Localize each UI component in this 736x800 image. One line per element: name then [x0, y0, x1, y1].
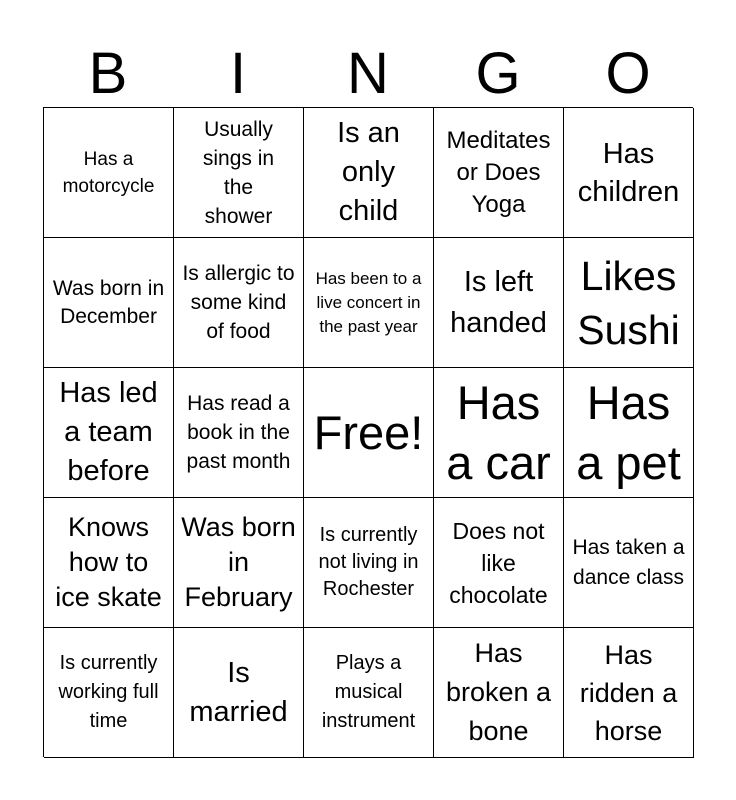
bingo-cell[interactable]: Has been to a live concert in the past year — [304, 238, 434, 368]
bingo-cell[interactable]: Has a pet — [564, 368, 694, 498]
bingo-cell[interactable]: Is currently working full time — [44, 628, 174, 758]
bingo-cell[interactable]: Has taken a dance class — [564, 498, 694, 628]
bingo-grid — [43, 107, 693, 757]
bingo-cell[interactable]: Knows how to ice skate — [44, 498, 174, 628]
bingo-title — [43, 42, 693, 106]
bingo-cell[interactable]: Usually sings in the shower — [174, 108, 304, 238]
title-letter-n: N — [347, 41, 389, 106]
bingo-cell[interactable]: Is married — [174, 628, 304, 758]
title-letter-i: I — [229, 41, 247, 106]
bingo-cell[interactable]: Has ridden a horse — [564, 628, 694, 758]
bingo-cell[interactable]: Has a car — [434, 368, 564, 498]
bingo-cell[interactable]: Plays a musical instrument — [304, 628, 434, 758]
title-letter-o: O — [605, 41, 651, 106]
bingo-cell[interactable]: Meditates or Does Yoga — [434, 108, 564, 238]
bingo-cell[interactable]: Does not like chocolate — [434, 498, 564, 628]
bingo-cell[interactable]: Is an only child — [304, 108, 434, 238]
title-letter-g: G — [475, 41, 521, 106]
bingo-cell[interactable]: Free! — [304, 368, 434, 498]
bingo-cell[interactable]: Has broken a bone — [434, 628, 564, 758]
bingo-cell[interactable]: Is currently not living in Rochester — [304, 498, 434, 628]
bingo-cell[interactable]: Has a motorcycle — [44, 108, 174, 238]
bingo-cell[interactable]: Was born in December — [44, 238, 174, 368]
title-letter-b: B — [88, 41, 128, 106]
bingo-cell[interactable]: Is allergic to some kind of food — [174, 238, 304, 368]
bingo-cell[interactable]: Was born in February — [174, 498, 304, 628]
bingo-cell[interactable]: Is left handed — [434, 238, 564, 368]
bingo-cell[interactable]: Has children — [564, 108, 694, 238]
bingo-cell[interactable]: Likes Sushi — [564, 238, 694, 368]
bingo-cell[interactable]: Has read a book in the past month — [174, 368, 304, 498]
bingo-cell[interactable]: Has led a team before — [44, 368, 174, 498]
